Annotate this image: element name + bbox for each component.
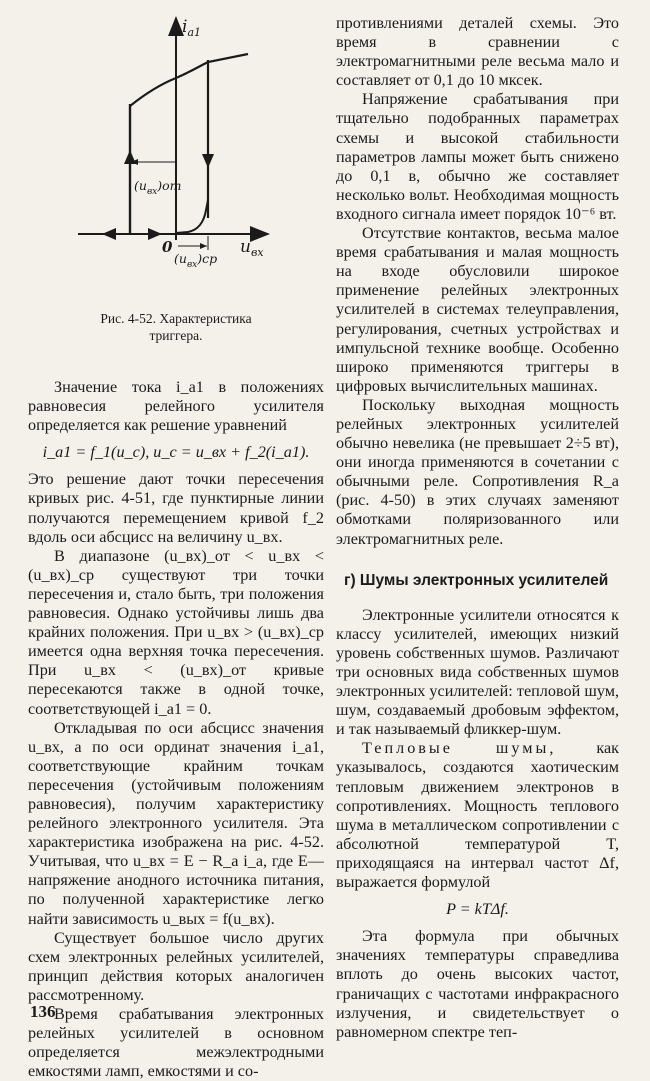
left-paragraph-3: В диапазоне (u_вх)_от < u_вх < (u_вх)_ср существуют три точки пересечения и, стало быть, три положения равновесия. Однако устойчивы лишь два крайних положения. При u_вх > (u_вх)_ср имеется одна верхняя точка пересечения. При u_вх < (u_вх)_от кривые пересекаются также в одной точке, соответствующей i_a1 = 0. xyxy=(28,546,324,718)
arrow-left-marker xyxy=(102,228,116,240)
left-paragraph-6: Время срабатывания электронных релейных усилителей в основном определяется межэлектродными емкостями ламп, емкостями и со- xyxy=(28,1005,324,1081)
arrow-down-marker xyxy=(202,154,214,168)
spaced-term: Тепловые шумы, xyxy=(362,739,557,758)
left-paragraph-5: Существует большое число других схем электронных релейных усилителей, принцип действия которых аналогичен рассмотренному. xyxy=(28,928,324,1004)
caption-line-1: Рис. 4-52. Характеристика xyxy=(100,311,252,326)
formula-thermal-noise: P = kTΔf. xyxy=(446,900,509,919)
caption-line-2: триггера. xyxy=(149,328,203,343)
formula-equilibrium: i_a1 = f_1(u_c), u_c = u_вх + f_2(i_a1). xyxy=(42,443,310,462)
y-axis-label: $i_{a1}$ xyxy=(182,17,201,39)
left-paragraph-1: Значение тока i_a1 в положениях равновесия релейного усилителя определяется как решение уравнений xyxy=(28,378,324,435)
dim-sr-arrowhead xyxy=(200,243,207,249)
x-axis-label: $u_{вх}$ xyxy=(240,237,264,259)
right-paragraph-7: Эта формула при обычных значениях температуры справедлива вплоть до очень высоких частот, граничащих с частотами инфракрасного излучения, и свидетельствует о равномерном спектре теп- xyxy=(336,927,619,1041)
lower-curve xyxy=(176,200,208,233)
arrow-right-marker xyxy=(148,228,162,240)
trigger-characteristic-figure xyxy=(28,14,324,310)
label-sr: $(u_{вх})ср$ xyxy=(174,251,218,270)
right-paragraph-2: Напряжение срабатывания при тщательно подобранных параметрах схемы и высокой стабильности параметров лампы может быть снижено до 0,1 в, обычно же составляет несколько вольт. Необходимая мощность входного сигнала имеет порядок 10⁻⁶ вт. xyxy=(336,90,619,223)
left-paragraph-4: Откладывая по оси абсцисс значения u_вх, а по оси ординат значения i_a1, соответствующие крайним точкам пересечения (устойчивым положениям равновесия), получим характеристику релейного электронного усилителя. Эта характеристика изображена на рис. 4-52. Учитывая, что u_вх = E − R_a i_a, где E—напряжение анодного источника питания, по полученной характеристике легко найти зависимость u_вых = f(u_вх). xyxy=(28,718,324,928)
right-paragraph-5: Электронные усилители относятся к классу усилителей, имеющих низкий уровень собственных шумов. Различают три основных вида собственных шумов электронных усилителей: тепловой шум, шум, создаваемый дробовым эффектом, и так называемый фликкер-шум. xyxy=(336,605,619,739)
right-paragraph-4: Поскольку выходная мощность релейных электронных усилителей обычно невелика (не превышает 2÷5 вт), они иногда применяются в сочетании с обычными реле. Сопротивления R_a (рис. 4-50) в этих случаях заменяют обмотками поляризованного или электромагнитных реле. xyxy=(336,395,619,548)
label-ot: $(u_{вх})от$ xyxy=(134,178,182,197)
upper-curve xyxy=(130,54,248,106)
right-paragraph-1: противлениями деталей схемы. Это время в сравнении с электромагнитными реле весьма мало и составляет от 0,1 до 10 мксек. xyxy=(336,14,619,90)
right-paragraph-3: Отсутствие контактов, весьма малое время срабатывания и малая мощность на входе обусловили широкое применение релейных электронных усилителей в системах телеуправления, регулирования, счетных устройствах и импульсной технике вообще. Особенно широко применяются триггеры в цифровых вычислительных машинах. xyxy=(336,224,619,395)
section-heading: г) Шумы электронных усилителей xyxy=(344,571,609,589)
right-paragraph-6-text: как указывалось, создаются хаотическим тепловым движением электронов в сопротивлениях. Мощность теплового шума в металлическом сопротивлении с абсолютной температурой T, приходящаяся на интервал частот Δf, выражается формулой xyxy=(336,739,619,892)
right-column xyxy=(336,14,619,1042)
left-column xyxy=(28,14,324,1081)
right-paragraph-6 xyxy=(336,739,619,892)
figure-caption xyxy=(28,310,324,344)
page-number: 136 xyxy=(30,1002,56,1021)
left-paragraph-2: Это решение дают точки пересечения кривых рис. 4-51, где пунктирные линии получаются перемещением кривой f_2 вдоль оси абсцисс на величину u_вх. xyxy=(28,470,324,546)
origin-label: 0 xyxy=(162,238,173,256)
hysteresis-diagram xyxy=(28,14,324,276)
